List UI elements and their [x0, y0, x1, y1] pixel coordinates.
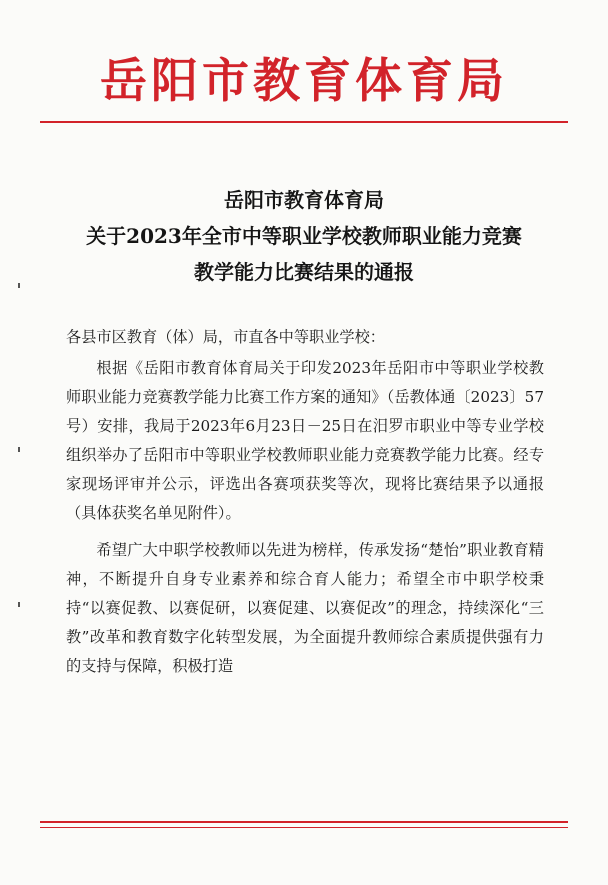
title-line-1: 岳阳市教育体育局 [224, 188, 384, 212]
letterhead-rule [40, 121, 568, 123]
title-line-3: 教学能力比赛结果的通报 [194, 260, 414, 284]
notice-title [40, 182, 568, 290]
margin-mark [18, 602, 20, 607]
notice-body [66, 323, 544, 681]
letterhead-title: 岳阳市教育体育局 [100, 54, 508, 109]
footer-rule-thick [40, 821, 568, 823]
footer-rule-thin [40, 827, 568, 828]
margin-mark [18, 283, 20, 288]
paragraph-2: 希望广大中职学校教师以先进为榜样，传承发扬“楚怡”职业教育精神，不断提升自身专业素养和综合育人能力；希望全市中职学校秉持“以赛促教、以赛促研，以赛促建、以赛促改”的理念，持续深化“三教”改革和教育数字化转型发展，为全面提升教师综合素质提供强有力的支持与保障，积极打造 [66, 541, 544, 675]
title-line-2: 关于2023年全市中等职业学校教师职业能力竞赛 [86, 224, 522, 248]
margin-mark [18, 447, 20, 452]
salutation: 各县市区教育（体）局，市直各中等职业学校： [66, 328, 385, 346]
paragraph-1: 根据《岳阳市教育体育局关于印发2023年岳阳市中等职业学校教师职业能力竞赛教学能力比赛工作方案的通知》（岳教体通〔2023〕57号）安排，我局于2023年6月23日－25日在汨罗市职业中等专业学校组织举办了岳阳市中等职业学校教师职业能力竞赛教学能力比赛。经专家现场评审并公示，评选出各赛项获奖等次，现将比赛结果予以通报（具体获奖名单见附件）。 [66, 359, 544, 522]
